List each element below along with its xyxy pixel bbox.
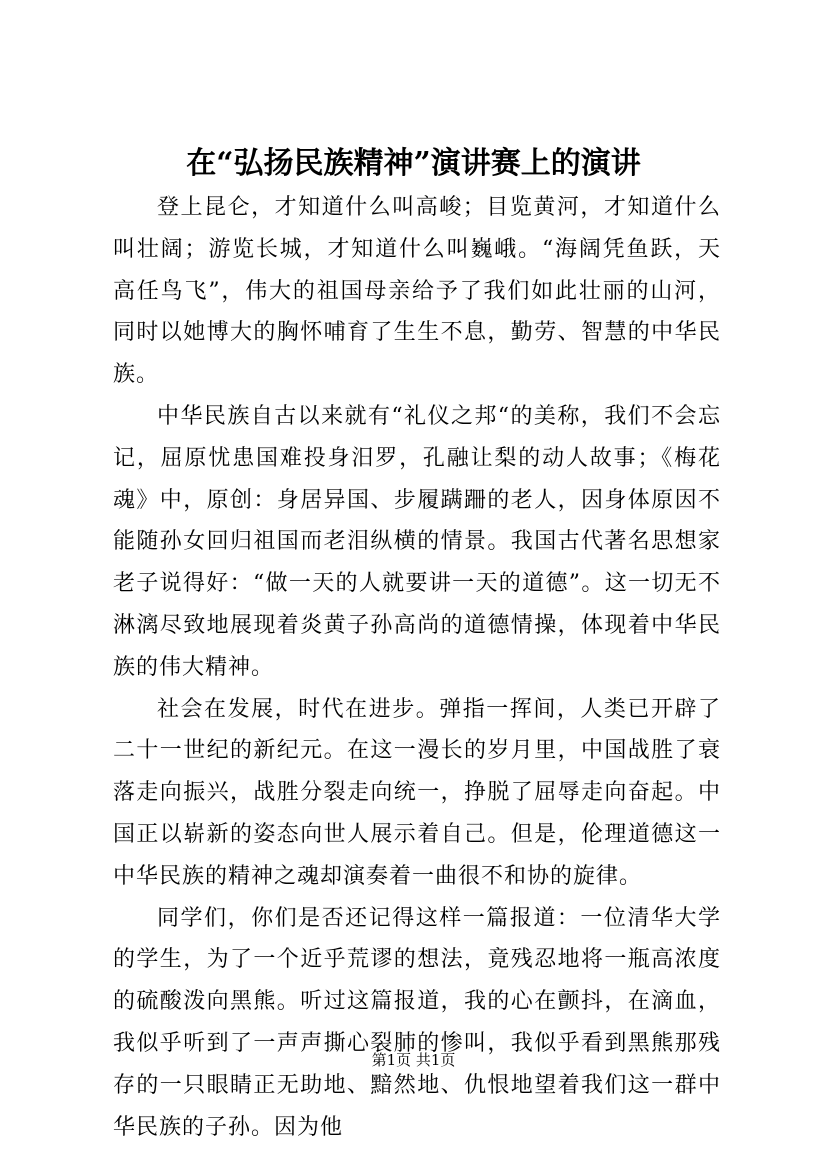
page-footer: 第1页 共1页 <box>371 1051 456 1069</box>
document-body <box>113 187 721 1148</box>
document-title: 在“弘扬民族精神”演讲赛上的演讲 <box>186 146 641 181</box>
paragraph-1: 登上昆仑，才知道什么叫高峻；目览黄河，才知道什么叫壮阔；游览长城，才知道什么叫巍峨。“海阔凭鱼跃，天高任鸟飞”，伟大的祖国母亲给予了我们如此壮丽的山河，同时以她博大的胸怀哺育了生生不息，勤劳、智慧的中华民族。 <box>113 195 721 388</box>
paragraph-3: 社会在发展，时代在进步。弹指一挥间，人类已开辟了二十一世纪的新纪元。在这一漫长的岁月里，中国战胜了衰落走向振兴，战胜分裂走向统一，挣脱了屈辱走向奋起。中国正以崭新的姿态向世人展示着自己。但是，伦理道德这一中华民族的精神之魂却演奏着一曲很不和协的旋律。 <box>113 696 721 889</box>
paragraph-2: 中华民族自古以来就有“礼仪之邦“的美称，我们不会忘记，屈原忧患国难投身汨罗，孔融让梨的动人故事；《梅花魂》中，原创：身居异国、步履蹒跚的老人，因身体原因不能随孙女回归祖国而老泪纵横的情景。我国古代著名思想家老子说得好：“做一天的人就要讲一天的道德”。这一切无不淋漓尽致地展现着炎黄子孙高尚的道德情操，体现着中华民族的伟大精神。 <box>113 403 721 680</box>
paragraph-4: 同学们，你们是否还记得这样一篇报道：一位清华大学的学生，为了一个近乎荒谬的想法，竟残忍地将一瓶高浓度的硫酸泼向黑熊。听过这篇报道，我的心在颤抖，在滴血，我似乎听到了一声声撕心裂肺的惨叫，我似乎看到黑熊那残存的一只眼睛正无助地、黯然地、仇恨地望着我们这一群中华民族的子孙。因为他 <box>113 905 721 1140</box>
